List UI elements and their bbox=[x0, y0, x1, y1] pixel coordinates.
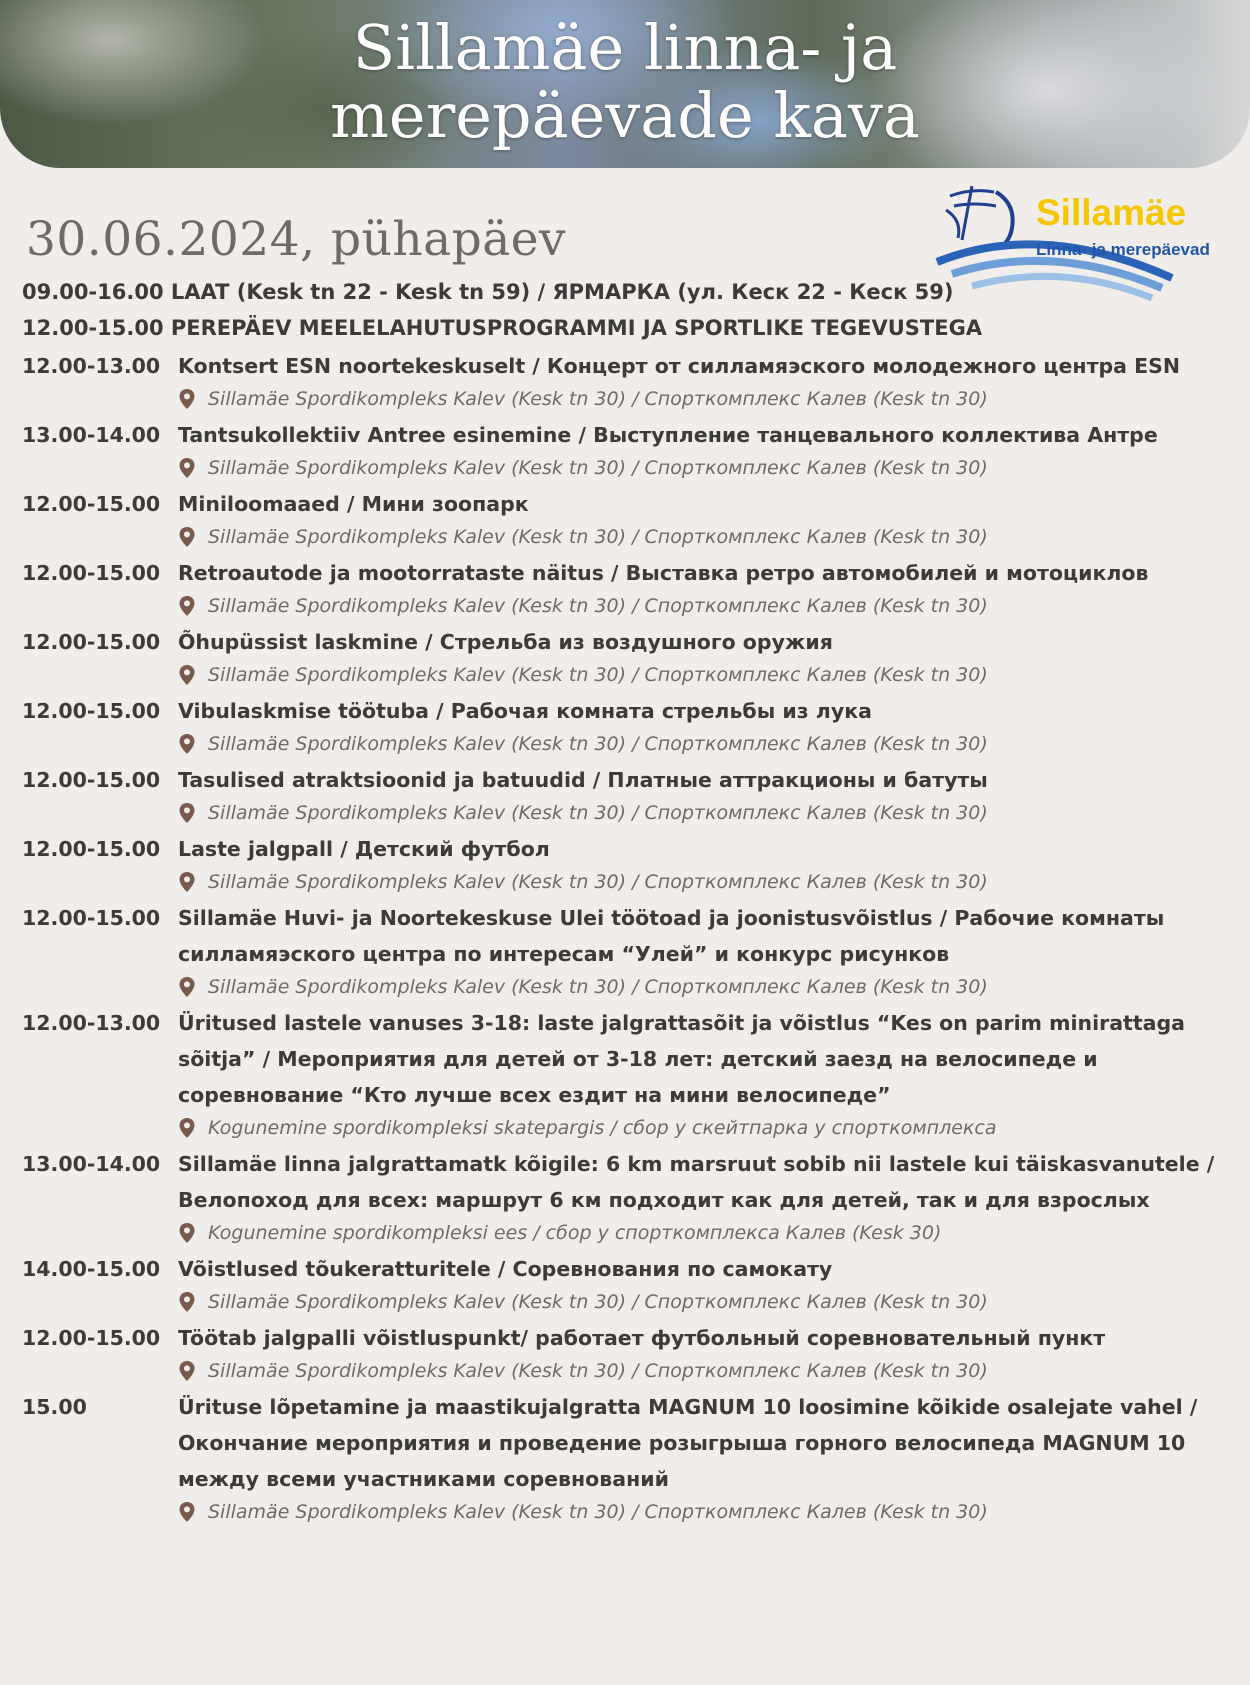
event-row bbox=[0, 1389, 1250, 1527]
event-time: 13.00-14.00 bbox=[22, 1152, 161, 1176]
event-row bbox=[0, 555, 1250, 621]
event-location bbox=[178, 1356, 1250, 1386]
map-pin-icon bbox=[178, 595, 196, 617]
event-location bbox=[178, 1287, 1250, 1317]
event-row bbox=[0, 1251, 1250, 1317]
fair-line: 09.00-16.00 LAAT (Kesk tn 22 - Kesk tn 59) / ЯРМАРКА (ул. Кеск 22 - Кеск 59) bbox=[22, 280, 954, 304]
event-time: 12.00-13.00 bbox=[22, 1011, 161, 1035]
date-heading: 30.06.2024, pühapäev bbox=[26, 212, 567, 267]
header-banner bbox=[0, 0, 1250, 168]
event-title: Miniloomaaed / Мини зоопарк bbox=[178, 492, 529, 516]
family-day-line: 12.00-15.00 PEREPÄEV MEELELAHUTUSPROGRAMMI JA SPORTLIKE TEGEVUSTEGA bbox=[22, 316, 983, 340]
event-location-text: Sillamäe Spordikompleks Kalev (Kesk tn 30) / Спорткомплекс Калев (Kesk tn 30) bbox=[208, 526, 988, 548]
event-location bbox=[178, 867, 1250, 897]
event-row bbox=[0, 348, 1250, 414]
event-location-text: Sillamäe Spordikompleks Kalev (Kesk tn 30) / Спорткомплекс Калев (Kesk tn 30) bbox=[208, 802, 988, 824]
event-row bbox=[0, 417, 1250, 483]
map-pin-icon bbox=[178, 976, 196, 998]
map-pin-icon bbox=[178, 457, 196, 479]
event-location bbox=[178, 591, 1250, 621]
event-location bbox=[178, 453, 1250, 483]
event-time: 12.00-15.00 bbox=[22, 699, 161, 723]
event-title: Laste jalgpall / Детский футбол bbox=[178, 837, 550, 861]
event-location bbox=[178, 522, 1250, 552]
event-location-text: Sillamäe Spordikompleks Kalev (Kesk tn 30) / Спорткомплекс Калев (Kesk tn 30) bbox=[208, 733, 988, 755]
event-row bbox=[0, 624, 1250, 690]
event-row bbox=[0, 693, 1250, 759]
event-time: 12.00-15.00 bbox=[22, 906, 161, 930]
event-row bbox=[0, 762, 1250, 828]
event-location-text: Sillamäe Spordikompleks Kalev (Kesk tn 30) / Спорткомплекс Калев (Kesk tn 30) bbox=[208, 976, 988, 998]
map-pin-icon bbox=[178, 871, 196, 893]
event-row bbox=[0, 1005, 1250, 1143]
event-location bbox=[178, 1113, 1250, 1143]
event-location bbox=[178, 1497, 1250, 1527]
event-title: Vibulaskmise töötuba / Рабочая комната стрельбы из лука bbox=[178, 699, 872, 723]
map-pin-icon bbox=[178, 1222, 196, 1244]
event-location-text: Sillamäe Spordikompleks Kalev (Kesk tn 30) / Спорткомплекс Калев (Kesk tn 30) bbox=[208, 1360, 988, 1382]
event-title: Töötab jalgpalli võistluspunkt/ работает футбольный соревновательный пункт bbox=[178, 1326, 1106, 1350]
event-location-text: Sillamäe Spordikompleks Kalev (Kesk tn 30) / Спорткомплекс Калев (Kesk tn 30) bbox=[208, 1501, 988, 1523]
event-row bbox=[0, 1320, 1250, 1386]
event-time: 12.00-15.00 bbox=[22, 768, 161, 792]
page-title-line-2: merepäevade kava bbox=[330, 79, 920, 152]
event-time: 12.00-13.00 bbox=[22, 354, 161, 378]
page-title-line-1: Sillamäe linna- ja bbox=[352, 11, 898, 84]
event-location bbox=[178, 384, 1250, 414]
event-time: 12.00-15.00 bbox=[22, 492, 161, 516]
page-title bbox=[0, 11, 1250, 152]
event-time: 12.00-15.00 bbox=[22, 561, 161, 585]
events-list bbox=[0, 348, 1250, 1530]
event-row bbox=[0, 486, 1250, 552]
event-row bbox=[0, 900, 1250, 1002]
logo-subtitle: Linna- ja merepäevad bbox=[1036, 240, 1210, 259]
logo-name: Sillamäe bbox=[1036, 192, 1187, 233]
map-pin-icon bbox=[178, 733, 196, 755]
map-pin-icon bbox=[178, 388, 196, 410]
event-time: 12.00-15.00 bbox=[22, 630, 161, 654]
event-title: Tasulised atraktsioonid ja batuudid / Платные аттракционы и батуты bbox=[178, 768, 988, 792]
event-location-text: Sillamäe Spordikompleks Kalev (Kesk tn 30) / Спорткомплекс Калев (Kesk tn 30) bbox=[208, 1291, 988, 1313]
map-pin-icon bbox=[178, 802, 196, 824]
event-title: Tantsukollektiiv Antree esinemine / Выступление танцевального коллектива Антре bbox=[178, 423, 1158, 447]
event-title: Õhupüssist laskmine / Стрельба из воздушного оружия bbox=[178, 630, 833, 654]
event-time: 13.00-14.00 bbox=[22, 423, 161, 447]
map-pin-icon bbox=[178, 664, 196, 686]
event-time: 14.00-15.00 bbox=[22, 1257, 161, 1281]
event-location bbox=[178, 729, 1250, 759]
event-location-text: Kogunemine spordikompleksi ees / сбор у спорткомплекса Калев (Kesk 30) bbox=[208, 1222, 942, 1244]
event-title: Ürituse lõpetamine ja maastikujalgratta MAGNUM 10 loosimine kõikide osalejate vahel / Окончание мероприятия и проведение розыгрыша горного велосипеда MAGNUM 10 между всеми участниками соревнований bbox=[178, 1395, 1198, 1491]
event-location-text: Sillamäe Spordikompleks Kalev (Kesk tn 30) / Спорткомплекс Калев (Kesk tn 30) bbox=[208, 871, 988, 893]
event-location-text: Kogunemine spordikompleksi skatepargis / сбор у скейтпарка у спорткомплекса bbox=[208, 1117, 997, 1139]
event-location-text: Sillamäe Spordikompleks Kalev (Kesk tn 30) / Спорткомплекс Калев (Kesk tn 30) bbox=[208, 388, 988, 410]
event-title: Sillamäe Huvi- ja Noortekeskuse Ulei töötoad ja joonistusvõistlus / Рабочие комнаты силламяэского центра по интересам “Улей” и конкурс рисунков bbox=[178, 906, 1165, 966]
event-row bbox=[0, 831, 1250, 897]
event-location-text: Sillamäe Spordikompleks Kalev (Kesk tn 30) / Спорткомплекс Калев (Kesk tn 30) bbox=[208, 664, 988, 686]
event-time: 12.00-15.00 bbox=[22, 1326, 161, 1350]
event-location-text: Sillamäe Spordikompleks Kalev (Kesk tn 30) / Спорткомплекс Калев (Kesk tn 30) bbox=[208, 457, 988, 479]
event-title: Sillamäe linna jalgrattamatk kõigile: 6 km marsruut sobib nii lastele kui täiskasvanutele / Велопоход для всех: маршрут 6 км подходит как для детей, так и для взрослых bbox=[178, 1152, 1215, 1212]
map-pin-icon bbox=[178, 1501, 196, 1523]
map-pin-icon bbox=[178, 1291, 196, 1313]
event-title: Üritused lastele vanuses 3-18: laste jalgrattasõit ja võistlus “Kes on parim minirattaga sõitja” / Мероприятия для детей от 3-18 лет: детский заезд на велосипеде и соревнование “Кто лучше всех ездит на мини велосипеде” bbox=[178, 1011, 1186, 1107]
event-title: Retroautode ja mootorrataste näitus / Выставка ретро автомобилей и мотоциклов bbox=[178, 561, 1149, 585]
event-time: 15.00 bbox=[22, 1395, 87, 1419]
event-location bbox=[178, 1218, 1250, 1248]
map-pin-icon bbox=[178, 1360, 196, 1382]
event-location bbox=[178, 798, 1250, 828]
event-location bbox=[178, 660, 1250, 690]
map-pin-icon bbox=[178, 526, 196, 548]
map-pin-icon bbox=[178, 1117, 196, 1139]
event-title: Võistlused tõukeratturitele / Соревнования по самокату bbox=[178, 1257, 833, 1281]
event-location-text: Sillamäe Spordikompleks Kalev (Kesk tn 30) / Спорткомплекс Калев (Kesk tn 30) bbox=[208, 595, 988, 617]
event-logo bbox=[932, 180, 1232, 310]
event-location bbox=[178, 972, 1250, 1002]
event-time: 12.00-15.00 bbox=[22, 837, 161, 861]
event-row bbox=[0, 1146, 1250, 1248]
event-title: Kontsert ESN noortekeskuselt / Концерт от силламяэского молодежного центра ESN bbox=[178, 354, 1181, 378]
